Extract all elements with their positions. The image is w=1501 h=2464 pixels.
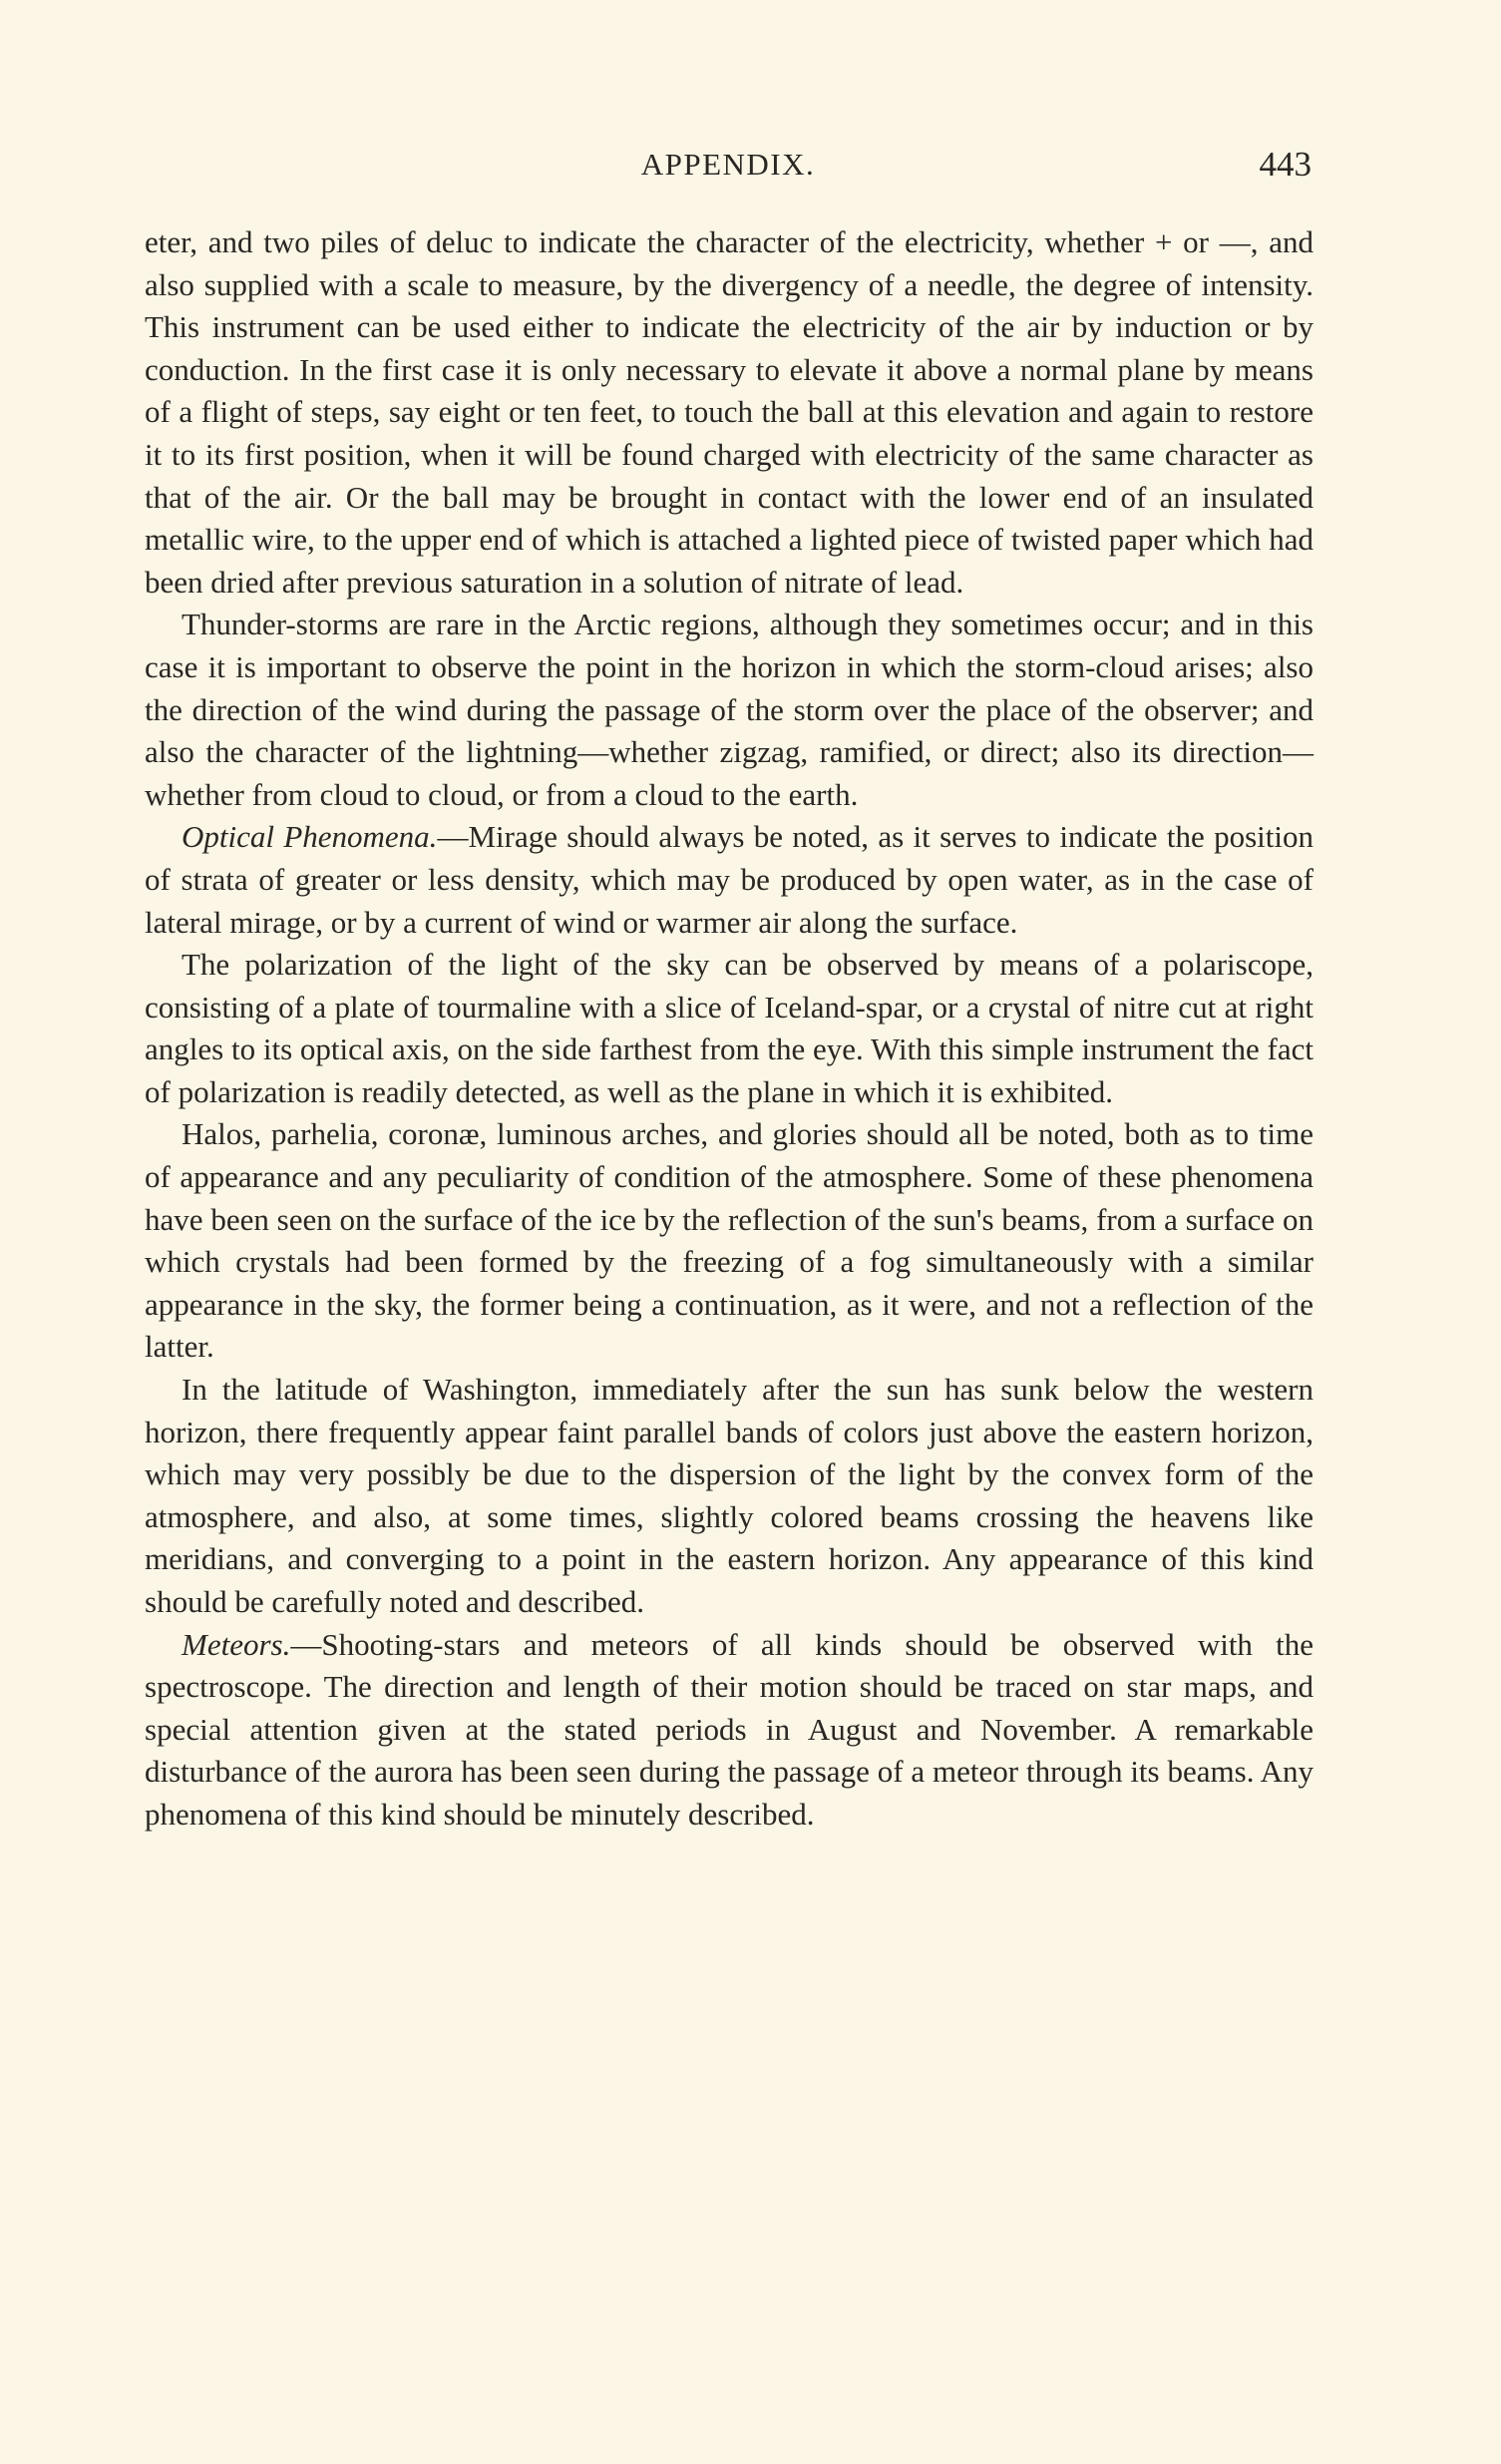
running-title: APPENDIX.: [640, 147, 816, 182]
paragraph-meteors-text: —Shooting-stars and meteors of all kinds should be observed with the spectroscope. The direction and length of their motion should be traced on star maps, and special attention given at the stated periods in August and November. A remarkable disturbance of the aurora has been seen during the passage of a meteor through its beams. Any phenomena of this kind should be minutely described.: [145, 1626, 1313, 1832]
paragraph-optical-phenomena: [145, 816, 1313, 944]
page-number: 443: [1259, 145, 1312, 184]
paragraph-washington-latitude: In the latitude of Washington, immediately after the sun has sunk below the western horizon, there frequently appear faint parallel bands of colors just above the eastern horizon, which may very possibly be due to the dispersion of the light by the convex form of the atmosphere, and also, at some times, slightly colored beams crossing the heavens like meridians, and converging to a point in the eastern horizon. Any appearance of this kind should be carefully noted and described.: [145, 1372, 1313, 1619]
paragraph-optical-phenomena-text: —Mirage should always be noted, as it serves to indicate the position of strata of greater or less density, which may be produced by open water, as in the case of lateral mirage, or by a current of wind or warmer air along the surface.: [145, 819, 1314, 940]
body-text: [145, 221, 1313, 1837]
paragraph-meteors: [145, 1624, 1313, 1837]
paragraph-thunder-storms: Thunder-storms are rare in the Arctic regions, although they sometimes occur; and in this case it is important to observe the point in the horizon in which the storm-cloud arises; also the direction of the wind during the passage of the storm over the place of the observer; and also the character of the lightning—whether zigzag, ramified, or direct; also its direction—whether from cloud to cloud, or from a cloud to the earth.: [145, 607, 1313, 812]
paragraph-halos: Halos, parhelia, coronæ, luminous arches, and glories should all be noted, both as to time of appearance and any peculiarity of condition of the atmosphere. Some of these phenomena have been seen on the surface of the ice by the reflection of the sun's beams, from a surface on which crystals had been formed by the freezing of a fog simultaneously with a similar appearance in the sky, the former being a continuation, as it were, and not a reflection of the latter.: [145, 1116, 1313, 1365]
section-heading-optical-phenomena: Optical Phenomena.: [182, 819, 438, 855]
running-head: [145, 140, 1312, 190]
section-heading-meteors: Meteors.: [182, 1626, 291, 1662]
paragraph-polarization: The polarization of the light of the sky can be observed by means of a polariscope, consisting of a plate of tourmaline with a slice of Iceland-spar, or a crystal of nitre cut at right angles to its optical axis, on the side farthest from the eye. With this simple instrument the fact of polarization is readily detected, as well as the plane in which it is exhibited.: [145, 947, 1313, 1109]
paragraph-electrometer: eter, and two piles of deluc to indicate the character of the electricity, whether + or —, and also supplied with a scale to measure, by the divergency of a needle, the degree of intensity. This instrument can be used either to indicate the electricity of the air by induction or by conduction. In the first case it is only necessary to elevate it above a normal plane by means of a flight of steps, say eight or ten feet, to touch the ball at this elevation and again to restore it to its first position, when it will be found charged with electricity of the same character as that of the air. Or the ball may be brought in contact with the lower end of an insulated metallic wire, to the upper end of which is attached a lighted piece of twisted paper which had been dried after previous saturation in a solution of nitrate of lead.: [145, 224, 1313, 600]
